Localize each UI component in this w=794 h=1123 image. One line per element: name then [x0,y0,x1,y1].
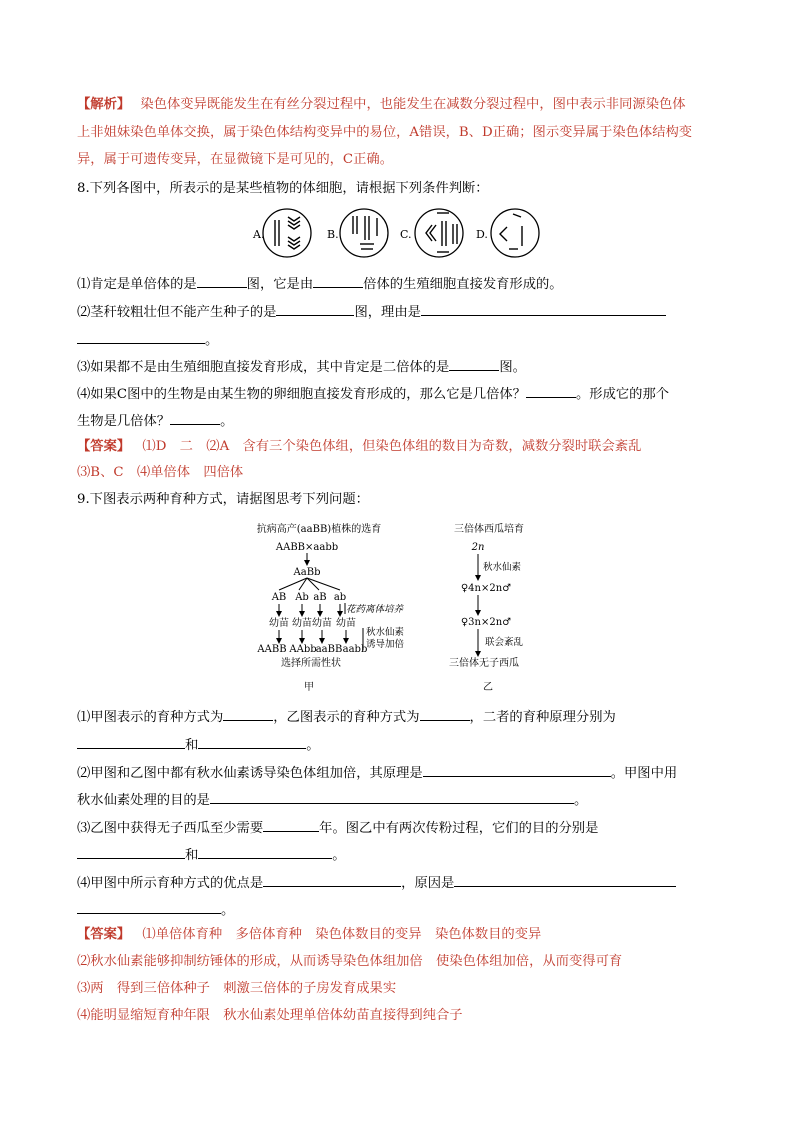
q9-answer-line-4: ⑷能明显缩短育种年限 秋水仙素处理单倍体幼苗直接得到纯合子 [77,1008,463,1023]
analysis-line-2: 上非姐妹染色单体交换，属于染色体结构变异中的易位，A错误，B、D正确；图示变异属于染色体结构变 [77,125,693,140]
fig-a-seedling: 幼苗 [292,618,312,629]
fig-a-genotype: AABB [257,644,287,655]
q9-s1-blank-2[interactable] [420,707,470,721]
fig-b-start: 2n [471,542,485,553]
fig-a-gamete: Ab [295,592,309,603]
cell-d-label: D. [476,228,488,241]
q9-s1-text-b: ，乙图表示的育种方式为 [273,710,420,725]
q9-s4-text-c: 。 [221,903,235,918]
fig-a-seedling: 幼苗 [269,618,289,629]
q9-s3-text-d: 。 [332,848,346,863]
q8-s2-text-a: ⑵茎秆较粗壮但不能产生种子的是 [77,305,277,320]
q9-s1-text-c: ，二者的育种原理分别为 [469,710,616,725]
q9-s4-text-a: ⑷甲图中所示育种方式的优点是 [77,876,264,891]
q9-s3-text-a: ⑶乙图中获得无子西瓜至少需要 [77,821,264,836]
fig-b-label: 乙 [483,682,493,693]
fig-a-genotype: aaBB [315,644,343,655]
q8-s4-text-b: 。形成它的那个 [575,387,670,402]
q8-s4-text-a: ⑷如果C图中的生物是由某生物的卵细胞直接发育形成的，那么它是几倍体？ [77,387,526,402]
q9-answer-line-2: ⑵秋水仙素能够抑制纺锤体的形成，从而诱导染色体组加倍 使染色体组加倍，从而变得可育 [77,954,623,969]
q9-sub3-cont [77,845,346,865]
q8-sub2-cont: 。 [77,330,218,350]
q9-sub2-cont [77,790,587,810]
fig-a-note-colchicine-2: 诱导加倍 [366,639,405,650]
figure-a [256,522,404,693]
q8-stem: 8.下列各图中，所表示的是某些植物的体细胞，请根据下列条件判断： [77,181,489,196]
q9-sub4-cont [77,900,234,920]
fig-a-gamete: ab [333,592,347,603]
cell-c-label: C. [400,228,412,241]
q9-s1-text-a: ⑴甲图表示的育种方式为 [77,710,224,725]
analysis-line-3: 异，属于可遗传变异，在显微镜下是可见的，C正确。 [77,152,394,167]
q9-sub2 [77,763,677,783]
q8-answer-tag: 【答案】 [77,439,131,454]
cell-b-label: B. [327,228,339,241]
fig-b-step2: 联会紊乱 [485,637,524,648]
q9-answer-line-1 [77,926,541,944]
q9-s1-blank-1[interactable] [223,707,273,721]
fig-a-note-colchicine-1: 秋水仙素 [366,627,405,638]
fig-a-gamete: aB [313,592,327,603]
q9-answer-tag: 【答案】 [77,927,131,942]
fig-b-cross2: ♀3n×2n♂ [460,617,512,628]
q9-s2-text-b: 。甲图中用 [610,766,678,781]
q8-answer-line-2: ⑶B、C ⑷单倍体 四倍体 [77,465,244,480]
q9-s4-text-b: ，原因是 [401,876,455,891]
q9-s1-blank-3[interactable] [77,735,185,749]
q8-s1-text-a: ⑴肯定是单倍体的是 [77,277,197,292]
fig-b-cross1: ♀4n×2n♂ [460,583,512,594]
fig-a-genotype: AAbb [289,644,317,655]
q9-s3-blank-3[interactable] [198,845,332,859]
q9-s3-text-b: 年。图乙中有两次传粉过程，它们的目的分别是 [319,821,599,836]
fig-a-note-culture: 花药离体培养 [346,604,404,615]
q9-s2-text-c: 秋水仙素处理的目的是 [77,793,210,808]
q9-s3-blank-2[interactable] [77,845,185,859]
q9-s4-blank-3[interactable] [77,900,221,914]
cell-a-label: A. [253,228,265,241]
q8-s1-text-c: 倍体的生殖细胞直接发育形成的。 [363,277,563,292]
fig-a-genotype: aabb [342,644,368,655]
fig-a-select: 选择所需性状 [281,658,341,669]
fig-a-f1: AaBb [293,567,321,578]
q9-s1-text-e: 。 [306,738,320,753]
q9-sub3 [77,818,598,838]
q9-s4-blank-1[interactable] [263,873,401,887]
q8-s4-text-c: 生物是几倍体？ [77,414,171,429]
fig-a-seedling: 幼苗 [336,618,356,629]
fig-b-step1: 秋水仙素 [483,562,522,573]
fig-a-title: 抗病高产(aaBB)植株的选育 [256,524,382,535]
q9-sub4 [77,873,676,893]
q8-s4-text-d: 。 [220,414,234,429]
fig-b-result: 三倍体无子西瓜 [449,658,519,669]
q9-s2-blank-1[interactable] [423,763,611,777]
analysis-text-1: 染色体变异既能发生在有丝分裂过程中，也能发生在减数分裂过程中，图中表示非同源染色体 [140,97,686,112]
q8-s1-text-b: 图，它是由 [246,277,314,292]
q9-s3-blank-1[interactable] [263,818,319,832]
q9-s1-text-d: 和 [185,738,199,753]
q9-s4-blank-2[interactable] [454,873,676,887]
q9-stem: 9.下图表示两种育种方式，请据图思考下列问题： [77,492,369,507]
q9-sub1-cont [77,735,320,755]
q9-sub1 [77,707,616,727]
fig-b-title: 三倍体西瓜培育 [454,524,524,535]
analysis-tag: 【解析】 [77,97,131,112]
q9-answer-line-3: ⑶两 得到三倍体种子 刺激三倍体的子房发育成果实 [77,981,397,996]
q9-s2-text-a: ⑵甲图和乙图中都有秋水仙素诱导染色体组加倍，其原理是 [77,766,423,781]
q8-s3-text-b: 图。 [499,360,526,375]
q8-answer-text-1: ⑴D 二 ⑵A 含有三个染色体组，但染色体组的数目为奇数，减数分裂时联会紊乱 [142,439,642,454]
q9-answer-text-1: ⑴单倍体育种 多倍体育种 染色体数目的变异 染色体数目的变异 [142,927,542,942]
fig-a-label: 甲 [304,682,314,693]
q9-s1-blank-4[interactable] [198,735,306,749]
figure-b [449,522,524,693]
fig-a-parents: AABB×aabb [275,542,339,553]
q9-s3-text-c: 和 [185,848,199,863]
q9-s2-text-d: 。 [573,793,588,808]
q8-s3-text-a: ⑶如果都不是由生殖细胞直接发育形成，其中肯定是二倍体的是 [77,360,450,375]
q8-s2-text-b: 图，理由是 [354,305,421,320]
q9-s2-blank-2[interactable] [210,790,574,804]
fig-a-seedling: 幼苗 [312,618,332,629]
fig-a-gamete: AB [271,592,287,603]
